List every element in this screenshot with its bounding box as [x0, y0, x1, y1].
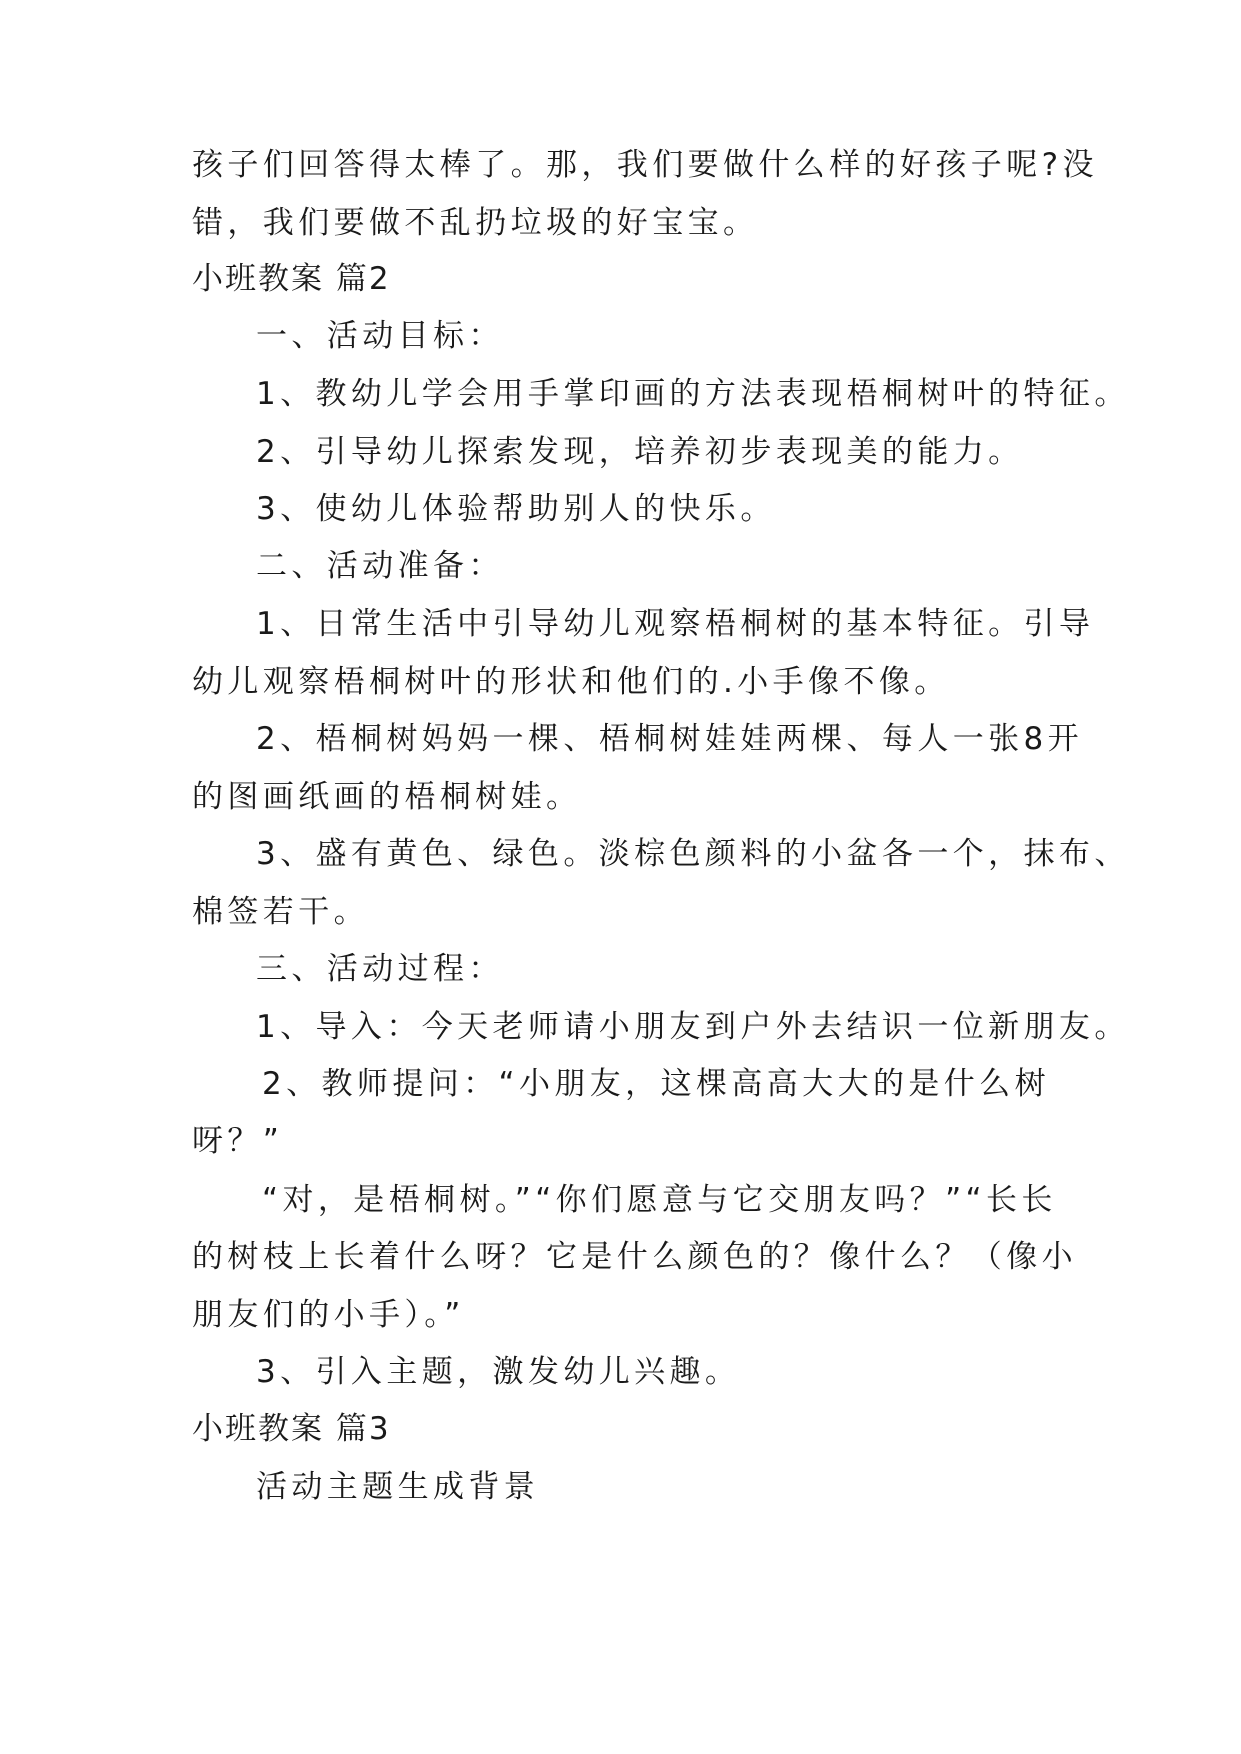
paragraph-line: 的树枝上长着什么呀？它是什么颜色的？像什么？（像小 [192, 1239, 1077, 1275]
paragraph-line: 三、活动过程： [256, 951, 504, 987]
paragraph-line: 2、引导幼儿探索发现，培养初步表现美的能力。 [256, 434, 1024, 470]
paragraph-line: 3、盛有黄色、绿色。淡棕色颜料的小盆各一个，抹布、 [256, 836, 1130, 872]
paragraph-line: 1、导入：今天老师请小朋友到户外去结识一位新朋友。 [256, 1009, 1130, 1045]
paragraph-line: 错，我们要做不乱扔垃圾的好宝宝。 [192, 205, 759, 241]
section-heading: 小班教案 篇3 [192, 1411, 391, 1447]
paragraph-line: 3、使幼儿体验帮助别人的快乐。 [256, 491, 776, 527]
paragraph-line: 幼儿观察梧桐树叶的形状和他们的.小手像不像。 [192, 664, 950, 700]
paragraph-line: 朋友们的小手）。” [192, 1297, 465, 1333]
paragraph-line: 3、引入主题，激发幼儿兴趣。 [256, 1354, 741, 1390]
paragraph-line: 二、活动准备： [256, 548, 504, 584]
paragraph-line: 棉签若干。 [192, 894, 369, 930]
paragraph-line: 2、教师提问：“小朋友，这棵高高大大的是什么树 [262, 1066, 1050, 1102]
paragraph-line: 活动主题生成背景 [256, 1469, 540, 1505]
section-heading: 小班教案 篇2 [192, 261, 391, 297]
paragraph-line: 呀？” [192, 1123, 284, 1159]
paragraph-line: 一、活动目标： [256, 318, 504, 354]
paragraph-line: 1、日常生活中引导幼儿观察梧桐树的基本特征。引导 [256, 606, 1095, 642]
paragraph-line: 孩子们回答得太棒了。那，我们要做什么样的好孩子呢?没 [192, 147, 1098, 183]
paragraph-line: 2、梧桐树妈妈一棵、梧桐树娃娃两棵、每人一张8开 [256, 721, 1084, 757]
paragraph-line: “对，是梧桐树。”“你们愿意与它交朋友吗？”“长长 [262, 1182, 1057, 1218]
paragraph-line: 的图画纸画的梧桐树娃。 [192, 779, 582, 815]
paragraph-line: 1、教幼儿学会用手掌印画的方法表现梧桐树叶的特征。 [256, 376, 1130, 412]
